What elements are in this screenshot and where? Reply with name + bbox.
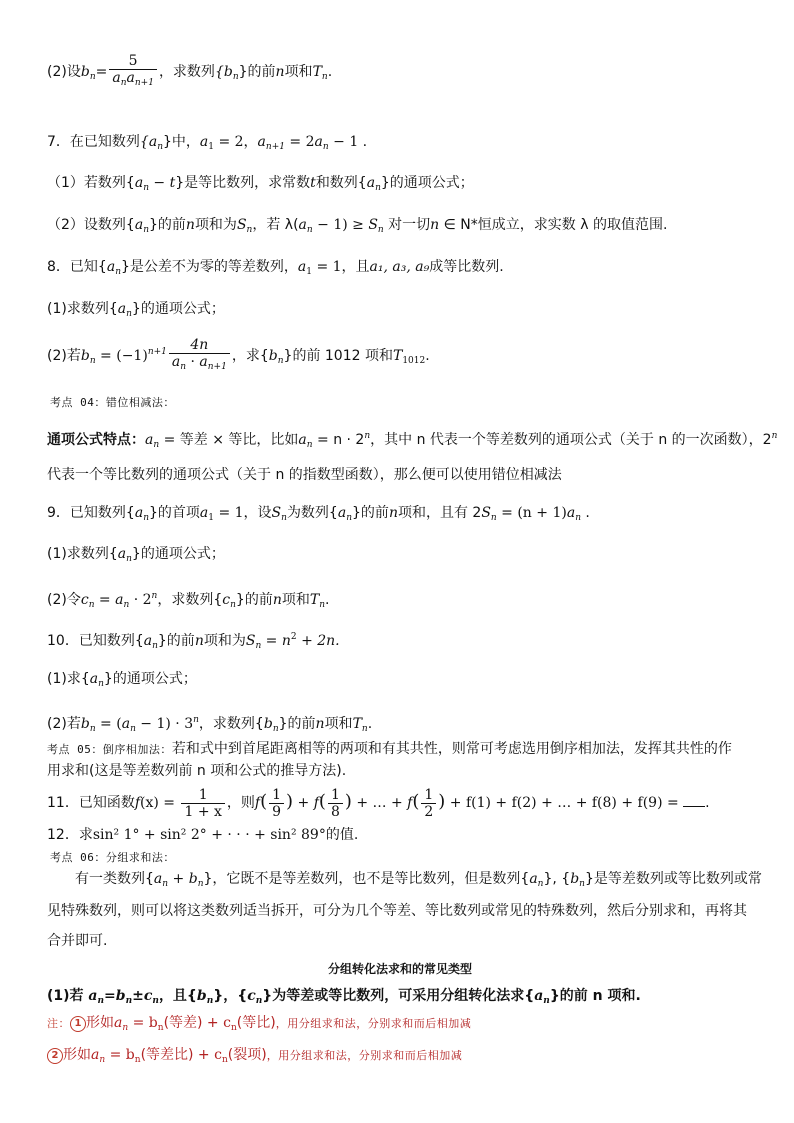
k06-rule: (1)若 $a_n=b_n\pm c_n$，且$\{b_n\}$，$\{c_n\}$为等差或等比数列，可采用分组转化法求$\{a_n\}$的前 n 项和.: [47, 988, 641, 1006]
answer-blank: [683, 794, 705, 807]
question-10-part1: (1)求$\{a_n\}$的通项公式；: [47, 671, 197, 689]
question-7-part1: （1）若数列$\{a_n - t\}$是等比数列，求常数t和数列$\{a_n\}$的通项公式；: [47, 175, 474, 193]
question-8-part1: (1)求数列$\{a_n\}$的通项公式；: [47, 301, 225, 319]
k06-description-line2: 见特殊数列，则可以将这类数列适当拆开，可分为几个等差、等比数列或常见的特殊数列，然后分别求和，再将其: [47, 903, 747, 919]
question-9-part2: (2)令$c_n = a_n \cdot 2^n$，求数列$\{c_n\}$的前n项和$T_n$.: [47, 591, 330, 610]
k06-note-1: 注： 1 形如$a_n = b_n$(等差) + $c_n$(等比)，用分组求和法，分别求和而后相加减: [47, 1015, 472, 1033]
question-10-part2: (2)若$b_n = (a_n - 1) \cdot 3^n$，求数列$\{b_n\}$的前n项和$T_n$.: [47, 715, 373, 734]
k05-line2: 用求和(这是等差数列前 n 项和公式的推导方法).: [47, 763, 347, 779]
section-heading-06: 考点 06：分组求和法：: [50, 851, 175, 864]
k04-description-line2: 代表一个等比数列的通项公式（关于 n 的指数型函数），那么便可以使用错位相减法: [47, 467, 562, 483]
question-9-part1: (1)求数列$\{a_n\}$的通项公式；: [47, 546, 225, 564]
fraction: $\frac{1}{8}$: [328, 787, 343, 820]
question-12: 12．求sin² 1° + sin² 2° + · · · + sin² 89°的值.: [47, 827, 359, 843]
fraction: $\frac{1}{9}$: [269, 787, 284, 820]
fraction: $\frac{4n}{a_n \cdot a_{n+1}}$: [169, 337, 230, 375]
question-11: 11．已知函数f(x) = $\frac{1}{1 + x}$ ，则f( $\frac{1}{9}$ ) + f( $\frac{1}{8}$ ) + … + f( $\frac{1}{2}$ ) + f(1) + f(2) + … + f(8) + f(9) = .: [47, 786, 710, 820]
question-7: 7．在已知数列$\{a_n\}$中，$a_1 = 2$，$a_{n+1} = 2a_n - 1$ .: [47, 134, 368, 152]
k06-description-line3: 合并即可.: [47, 933, 108, 949]
k06-note-2: 2 形如$a_n = b_n$(等差比) + $c_n$(裂项)，用分组求和法，分别求和而后相加减: [47, 1046, 462, 1069]
section-heading-04: 考点 04：错位相减法：: [50, 396, 175, 409]
k04-description: 通项公式特点：$a_n$ = 等差 × 等比，比如$a_n = n \cdot 2^n$，其中 n 代表一个等差数列的通项公式（关于 n 的一次函数），2$^n$: [47, 431, 778, 450]
k06-subtitle: 分组转化法求和的常见类型: [328, 962, 473, 976]
question-7-part2: （2）设数列$\{a_n\}$的前n项和为$S_n$，若 $\lambda(a_n - 1) \ge S_n$ 对一切n ∈ N*恒成立，求实数 λ 的取值范围.: [47, 217, 668, 235]
question-10: 10．已知数列$\{a_n\}$的前n项和为$S_n = n^2 + 2n$.: [47, 632, 340, 651]
k06-description: 有一类数列$\{a_n + b_n\}$，它既不是等差数列，也不是等比数列，但是数列$\{a_n\}$, $\{b_n\}$是等差数列或等比数列或常: [75, 871, 762, 889]
fraction: $\frac{1}{2}$: [421, 787, 436, 820]
q6-part2: (2)设$b_n=$ $\frac{5}{a_na_{n+1}}$ ，求数列$\{b_n\}$的前n项和$T_n$.: [47, 52, 332, 92]
question-8: 8．已知$\{a_n\}$是公差不为零的等差数列，$a_1 = 1$，且a₁, a₃, a₉成等比数列.: [47, 259, 504, 277]
circled-number-2: 2: [47, 1048, 63, 1064]
fraction: $\frac{1}{1 + x}$: [181, 787, 224, 820]
question-9: 9．已知数列$\{a_n\}$的首项$a_1 = 1$，设$S_n$为数列$\{a_n\}$的前n项和，且有 $2S_n = (n + 1)a_n$ .: [47, 505, 590, 523]
fraction: $\frac{5}{a_na_{n+1}}$: [109, 53, 157, 91]
question-8-part2: (2)若$b_n = (-1)^{n+1}$ $\frac{4n}{a_n \cdot a_{n+1}}$ ，求$\{b_n\}$的前 1012 项和$T_{1012}$.: [47, 332, 430, 372]
section-heading-05: 考点 05：倒序相加法：若和式中到首尾距离相等的两项和有其共性，则常可考虑选用倒序相加法，发挥其共性的作: [47, 741, 732, 757]
circled-number-1: 1: [70, 1016, 86, 1032]
